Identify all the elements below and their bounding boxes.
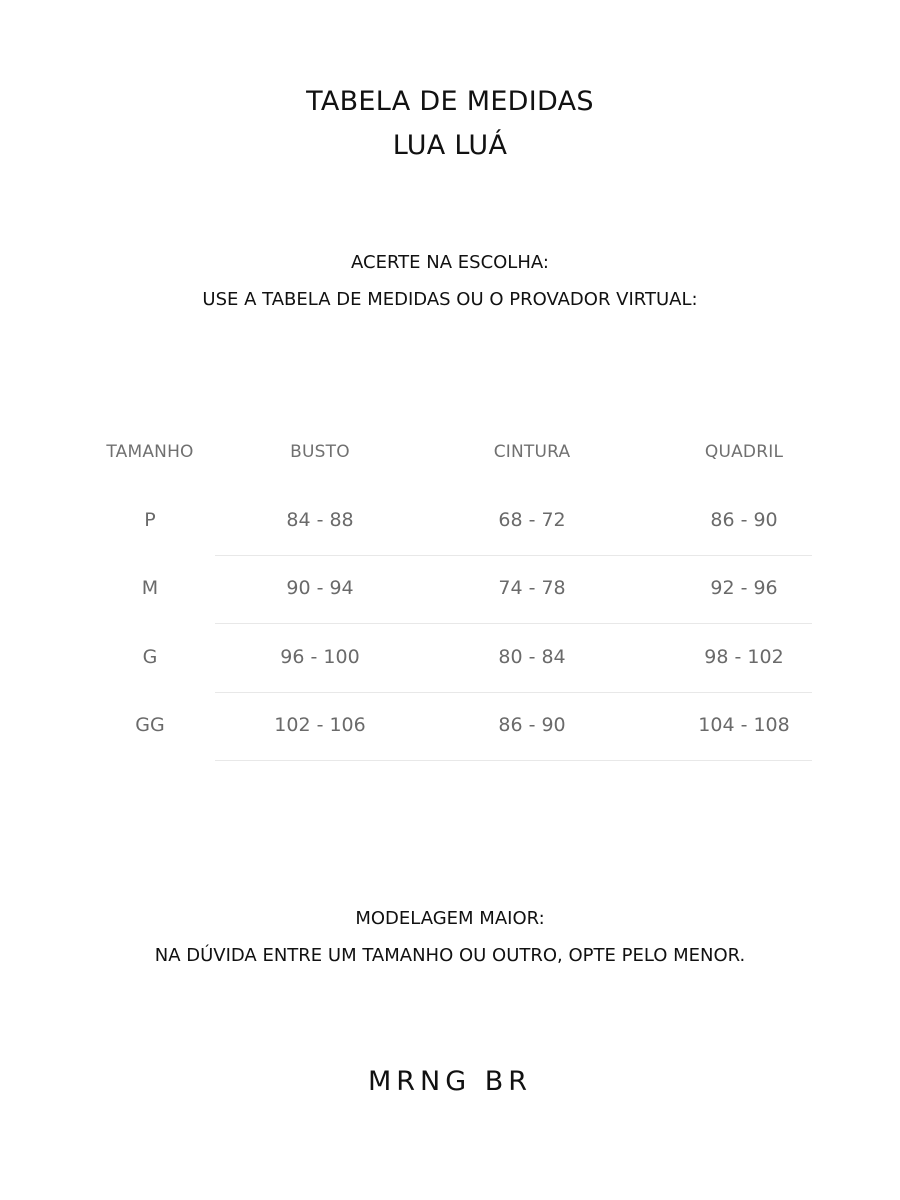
header-quadril: QUADRIL (704, 442, 784, 462)
intro-line-1: ACERTE NA ESCOLHA: (351, 252, 549, 273)
cell-size: P (144, 509, 156, 531)
row-divider (215, 623, 812, 624)
cell-size: GG (135, 714, 165, 736)
cell-quadril: 86 - 90 (710, 509, 778, 531)
title-line-1: TABELA DE MEDIDAS (306, 86, 594, 117)
row-divider (215, 760, 812, 761)
cell-quadril: 92 - 96 (710, 577, 778, 599)
cell-quadril: 98 - 102 (704, 646, 784, 668)
cell-cintura: 68 - 72 (498, 509, 566, 531)
row-divider (215, 692, 812, 693)
note-line-2: NA DÚVIDA ENTRE UM TAMANHO OU OUTRO, OPTE PELO MENOR. (154, 945, 746, 966)
cell-cintura: 74 - 78 (498, 577, 566, 599)
cell-cintura: 80 - 84 (498, 646, 566, 668)
cell-size: M (141, 577, 159, 599)
brand-logo: MRNG BR (367, 1066, 533, 1097)
cell-busto: 96 - 100 (280, 646, 360, 668)
title-line-2: LUA LUÁ (392, 130, 508, 161)
sizing-note (0, 900, 900, 974)
cell-busto: 84 - 88 (286, 509, 354, 531)
cell-busto: 90 - 94 (286, 577, 354, 599)
cell-size: G (142, 646, 158, 668)
header-busto: BUSTO (290, 442, 350, 462)
cell-busto: 102 - 106 (274, 714, 366, 736)
cell-cintura: 86 - 90 (498, 714, 566, 736)
header-tamanho: TAMANHO (106, 442, 194, 462)
intro-line-2: USE A TABELA DE MEDIDAS OU O PROVADOR VIRTUAL: (202, 289, 698, 310)
row-divider (215, 555, 812, 556)
cell-quadril: 104 - 108 (698, 714, 790, 736)
note-line-1: MODELAGEM MAIOR: (355, 908, 545, 929)
header-cintura: CINTURA (493, 442, 571, 462)
